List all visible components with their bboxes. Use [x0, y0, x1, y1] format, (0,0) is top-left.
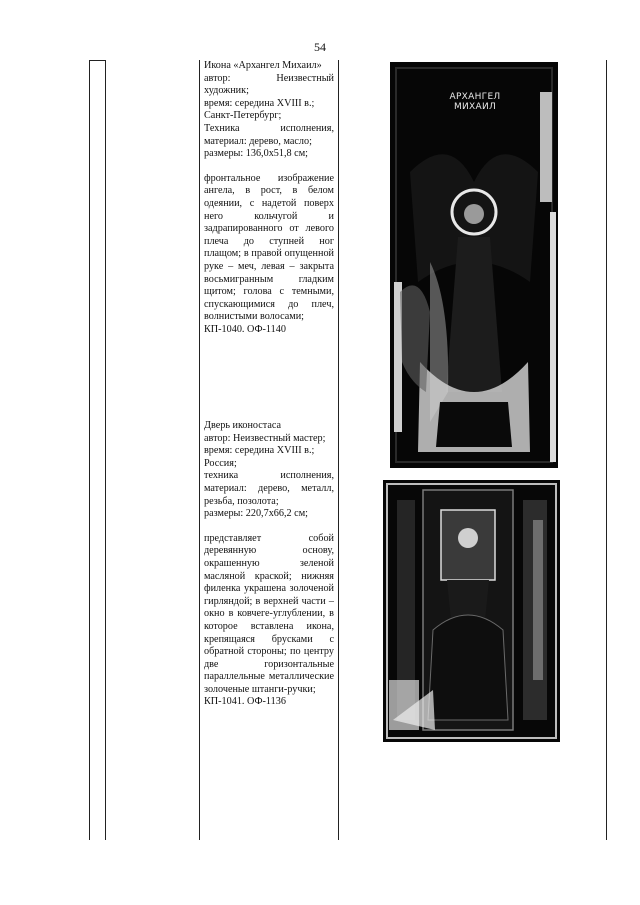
entry-description: фронтальное изображение ангела, в рост, в белом одеянии, с надетой поверх него кольчугой и задрапированного от левого плеча до ступней ног плащом; в правой опущенной руке – меч, левая – закрыта восьмигранным гладким щитом; голова с темными, спускающимися до плеч, волнистыми волосами; — [204, 172, 334, 323]
entry-author: автор: Неизвестный художник; — [204, 72, 334, 97]
table-rule — [606, 60, 607, 840]
entry-inventory: КП-1040. ОФ-1140 — [204, 323, 286, 335]
entry-place: Россия; — [204, 457, 237, 469]
entry-date: время: середина XVIII в.; — [204, 97, 315, 109]
entry-inventory: КП-1041. ОФ-1136 — [204, 696, 286, 708]
table-rule — [338, 60, 339, 840]
entry-size: размеры: 220,7x66,2 см; — [204, 508, 308, 520]
page-number: 54 — [314, 40, 326, 54]
entry-text-iconostasis-door — [204, 420, 334, 709]
entry-date: время: середина XVIII в.; — [204, 445, 315, 457]
table-rule — [199, 60, 200, 840]
entry-place: Санкт-Петербург; — [204, 110, 282, 122]
entry-title: Икона «Архангел Михаил» — [204, 60, 322, 71]
entry-technique: Техника исполнения, материал: дерево, масло; — [204, 122, 334, 147]
entry-technique: техника исполнения, материал: дерево, металл, резьба, позолота; — [204, 470, 334, 507]
table-rule — [89, 60, 90, 840]
table-top-rule — [89, 60, 105, 61]
entry-text-archangel — [204, 60, 334, 336]
entry-size: размеры: 136,0x51,8 см; — [204, 148, 308, 160]
entry-author: автор: Неизвестный мастер; — [204, 432, 326, 444]
photo-archangel-icon — [390, 62, 558, 468]
photo-iconostasis-door — [383, 480, 560, 742]
table-rule — [105, 60, 106, 840]
entry-description: представляет собой деревянную основу, окрашенную зеленой масляной краской; нижняя филенка украшена золоченой гирляндой; в верхней части – окно в ковчеге-углублении, в которое вставлена икона, крепящаяся брусками с обратной стороны; по центру две горизонтальные параллельные металлические золоченые штанги-ручки; — [204, 532, 334, 695]
photo-inscription: АРХАНГЕЛ МИХАИЛ — [449, 92, 501, 112]
entry-title: Дверь иконостаса — [204, 420, 282, 431]
